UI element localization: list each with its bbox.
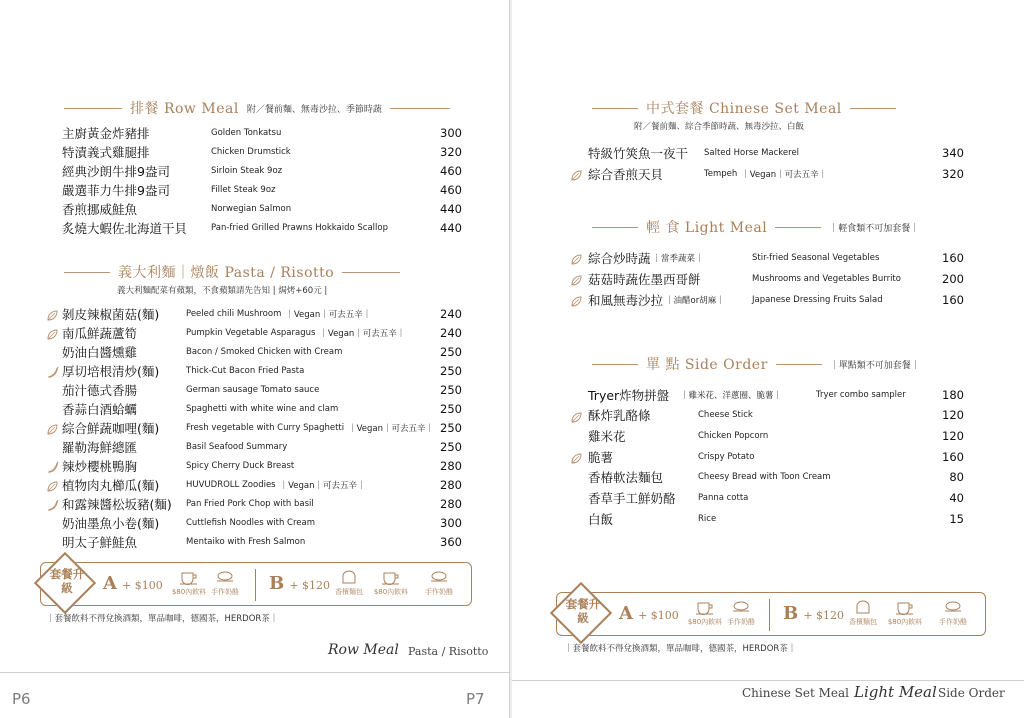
menu-item-price: 250 bbox=[440, 382, 462, 397]
chinese-note: 附／餐前麵、綜合季節時蔬、無毒沙拉、白飯 bbox=[634, 122, 805, 132]
footer-side-label: Side Order bbox=[938, 686, 1005, 700]
menu-item-english: Rice bbox=[698, 513, 717, 524]
menu-item-english: German sausage Tomato sauce bbox=[186, 384, 320, 395]
combo-b-item-drink: $80內飲料 bbox=[373, 588, 409, 596]
light-note: ｜輕食類不可加套餐｜ bbox=[829, 223, 920, 234]
menu-item-name: 綜合炒時蔬 bbox=[588, 250, 651, 266]
chinese-title: 中式套餐 Chinese Set Meal bbox=[646, 101, 842, 117]
combo-b-item-pudding: 手作奶酪 bbox=[425, 588, 453, 596]
vegetarian-leaf-icon bbox=[570, 272, 583, 285]
menu-item-tag: ｜Vegan｜可去五辛｜ bbox=[319, 328, 406, 339]
menu-item-price: 200 bbox=[942, 271, 964, 286]
menu-item-price: 280 bbox=[440, 458, 462, 473]
menu-item-english: Norwegian Salmon bbox=[211, 203, 292, 214]
bread-icon bbox=[843, 599, 883, 627]
page-number: P6 bbox=[12, 690, 31, 708]
vegetarian-leaf-icon bbox=[46, 478, 59, 491]
bread-icon bbox=[329, 569, 369, 597]
spicy-chili-icon bbox=[46, 497, 59, 510]
menu-item-tag: ｜雞米花、洋蔥圈、脆薯｜ bbox=[680, 390, 783, 401]
menu-item-name: 綜合香煎天貝 bbox=[588, 166, 664, 182]
menu-item-tag: ｜油醋or胡麻｜ bbox=[665, 295, 725, 306]
menu-item-name: 植物肉丸櫛瓜(麵) bbox=[62, 477, 160, 493]
row-meal-header bbox=[64, 98, 450, 118]
menu-item-english: Cuttlefish Noodles with Cream bbox=[186, 517, 316, 528]
combo-a bbox=[103, 573, 163, 594]
menu-item-english: Chicken Drumstick bbox=[211, 146, 291, 157]
menu-item-english: Stir-fried Seasonal Vegetables bbox=[752, 252, 880, 263]
menu-item-name: 奶油白醬燻雞 bbox=[62, 344, 138, 360]
menu-item-price: 250 bbox=[440, 401, 462, 416]
footer-label: Pasta / Risotto bbox=[408, 645, 489, 658]
combo-a bbox=[619, 603, 679, 624]
menu-item-price: 440 bbox=[440, 201, 462, 216]
combo-b bbox=[269, 573, 330, 594]
menu-item-price: 440 bbox=[440, 220, 462, 235]
combo-b-item-drink: $80內飲料 bbox=[887, 618, 923, 626]
combo-a-item-pudding: 手作奶酪 bbox=[211, 588, 239, 596]
menu-item-name: 和風無毒沙拉 bbox=[588, 292, 664, 308]
menu-item-name: 香蒜白酒蛤蠣 bbox=[62, 401, 138, 417]
row-meal-note: 附／餐前麵、無毒沙拉、季節時蔬 bbox=[246, 104, 382, 115]
combo-footnote: ｜套餐飲料不得兌換酒類，單品咖啡，德國茶，HERDOR茶｜ bbox=[564, 644, 797, 654]
combo-badge-text: 套餐升級 bbox=[565, 597, 601, 625]
menu-item-name: 主廚黃金炸豬排 bbox=[62, 125, 150, 141]
combo-footnote: ｜套餐飲料不得兌換酒類，單品咖啡，德國茶，HERDOR茶｜ bbox=[46, 614, 279, 624]
spicy-chili-icon bbox=[46, 364, 59, 377]
menu-item-english: Pan-fried Grilled Prawns Hokkaido Scallop bbox=[211, 222, 388, 233]
menu-item-price: 300 bbox=[440, 125, 462, 140]
combo-b-price: + $120 bbox=[289, 579, 331, 592]
footer-divider bbox=[0, 672, 510, 673]
menu-item-english: Sirloin Steak 9oz bbox=[211, 165, 283, 176]
menu-item-price: 280 bbox=[440, 496, 462, 511]
combo-a-price: + $100 bbox=[122, 579, 163, 592]
menu-item-english: Thick-Cut Bacon Fried Pasta bbox=[186, 365, 305, 376]
combo-upgrade-box bbox=[40, 562, 472, 606]
pudding-icon bbox=[933, 599, 973, 627]
combo-badge bbox=[563, 593, 603, 637]
combo-b-label: B bbox=[783, 603, 799, 624]
combo-b-item-pudding: 手作奶酪 bbox=[939, 618, 967, 626]
menu-item-name: 香草手工鮮奶酪 bbox=[588, 491, 676, 506]
menu-item-english: Crispy Potato bbox=[698, 451, 755, 462]
menu-item-price: 250 bbox=[440, 363, 462, 378]
menu-item-name: 香煎挪威鮭魚 bbox=[62, 201, 138, 217]
coffee-cup-icon bbox=[169, 569, 209, 597]
menu-item-price: 360 bbox=[440, 534, 462, 549]
menu-item-name: 脆薯 bbox=[588, 449, 614, 465]
combo-badge bbox=[47, 563, 87, 607]
menu-item-name: 酥炸乳酪條 bbox=[588, 408, 651, 424]
menu-item-name: 厚切培根清炒(麵) bbox=[62, 363, 160, 379]
menu-item-name: 和露辣醬松坂豬(麵) bbox=[62, 496, 172, 512]
vegetarian-leaf-icon bbox=[570, 293, 583, 306]
combo-b-item-bread: 香檳麵包 bbox=[335, 588, 363, 596]
pudding-icon bbox=[205, 569, 245, 597]
menu-item-price: 80 bbox=[949, 470, 964, 485]
menu-item-name: 香椿軟法麵包 bbox=[588, 470, 664, 486]
chinese-header bbox=[592, 98, 896, 118]
side-title: 單 點 Side Order bbox=[646, 357, 768, 373]
menu-item-english: HUVUDROLL Zoodies ｜Vegan｜可去五辛｜ bbox=[186, 479, 366, 491]
menu-item-english: Bacon / Smoked Chicken with Cream bbox=[186, 346, 343, 357]
combo-b-item-bread: 香檳麵包 bbox=[849, 618, 877, 626]
menu-item-english: Pumpkin Vegetable Asparagus ｜Vegan｜可去五辛｜ bbox=[186, 327, 406, 339]
menu-item-price: 460 bbox=[440, 182, 462, 197]
menu-item-english: Tempeh ｜Vegan｜可去五辛｜ bbox=[704, 168, 828, 180]
menu-item-price: 340 bbox=[942, 145, 964, 160]
menu-item-english: Cheesy Bread with Toon Cream bbox=[698, 472, 831, 483]
menu-item-price: 240 bbox=[440, 325, 462, 340]
menu-item-price: 160 bbox=[942, 250, 964, 265]
light-header bbox=[592, 217, 927, 237]
menu-item-price: 160 bbox=[942, 449, 964, 464]
menu-item-english: Basil Seafood Summary bbox=[186, 441, 288, 452]
coffee-cup-icon bbox=[685, 599, 725, 627]
page-number-next: P7 bbox=[466, 690, 485, 708]
vegetarian-leaf-icon bbox=[46, 421, 59, 434]
menu-item-name: 剝皮辣椒菌菇(麵) bbox=[62, 306, 160, 322]
menu-item-english: Spaghetti with white wine and clam bbox=[186, 403, 339, 414]
combo-b bbox=[783, 603, 844, 624]
vegetarian-leaf-icon bbox=[570, 251, 583, 264]
combo-badge-text: 套餐升級 bbox=[49, 567, 85, 595]
combo-b-label: B bbox=[269, 573, 285, 594]
menu-item-price: 320 bbox=[942, 166, 964, 181]
menu-item-price: 240 bbox=[440, 306, 462, 321]
combo-upgrade-box bbox=[556, 592, 986, 636]
menu-item-price: 120 bbox=[942, 428, 964, 443]
pasta-note: 義大利麵配菜有蘋類，不食蘋類請先告知 | 焗烤+60元 | bbox=[117, 286, 328, 296]
menu-item-english: Spicy Cherry Duck Breast bbox=[186, 460, 295, 471]
footer-chinese-label: Chinese Set Meal bbox=[742, 686, 849, 700]
menu-item-tag: ｜Vegan｜可去五辛｜ bbox=[348, 423, 434, 434]
menu-item-name: 辣炒櫻桃鴨胸 bbox=[62, 458, 138, 474]
menu-item-tag: ｜Vegan｜可去五辛｜ bbox=[279, 480, 366, 491]
menu-item-name: 茄汁德式香腸 bbox=[62, 382, 138, 398]
menu-item-price: 250 bbox=[440, 344, 462, 359]
vegetarian-leaf-icon bbox=[46, 326, 59, 339]
menu-item-price: 250 bbox=[440, 420, 462, 435]
menu-item-price: 160 bbox=[942, 292, 964, 307]
vegetarian-leaf-icon bbox=[570, 409, 583, 422]
menu-item-name: Tryer炸物拼盤 bbox=[588, 387, 670, 403]
menu-item-price: 250 bbox=[440, 439, 462, 454]
pudding-icon bbox=[721, 599, 761, 627]
menu-item-english: Salted Horse Mackerel bbox=[704, 147, 800, 158]
menu-item-english: Fresh vegetable with Curry Spaghetti ｜Vegan｜可去五辛｜ bbox=[186, 422, 434, 434]
menu-item-english: Chicken Popcorn bbox=[698, 430, 769, 441]
menu-item-price: 320 bbox=[440, 144, 462, 159]
menu-item-english: Tryer combo sampler bbox=[816, 389, 906, 400]
menu-item-name: 奶油墨魚小卷(麵) bbox=[62, 515, 160, 531]
menu-item-english: Mushrooms and Vegetables Burrito bbox=[752, 273, 901, 284]
menu-item-price: 120 bbox=[942, 408, 964, 423]
combo-b-price: + $120 bbox=[803, 609, 845, 622]
side-note: ｜單點類不可加套餐｜ bbox=[829, 360, 920, 371]
pudding-icon bbox=[419, 569, 459, 597]
combo-a-label: A bbox=[619, 603, 633, 624]
footer-divider bbox=[512, 680, 1024, 681]
spicy-chili-icon bbox=[46, 459, 59, 472]
menu-item-name: 羅勒海鮮總匯 bbox=[62, 439, 138, 455]
menu-item-price: 460 bbox=[440, 163, 462, 178]
menu-item-name: 南瓜鮮蔬蘆筍 bbox=[62, 325, 138, 341]
coffee-cup-icon bbox=[371, 569, 411, 597]
menu-item-price: 40 bbox=[949, 491, 964, 505]
script-label: Light Meal bbox=[854, 683, 937, 701]
menu-page-7 bbox=[512, 0, 1024, 718]
menu-item-name: 特級竹筴魚一夜干 bbox=[588, 145, 689, 161]
vegetarian-leaf-icon bbox=[570, 450, 583, 463]
menu-item-name: 經典沙朗牛排9盎司 bbox=[62, 163, 170, 179]
menu-item-english: Golden Tonkatsu bbox=[211, 127, 282, 138]
menu-item-name: 菇菇時蔬佐墨西哥餅 bbox=[588, 271, 701, 287]
menu-item-english: Pan Fried Pork Chop with basil bbox=[186, 498, 314, 509]
menu-item-name: 明太子鮮鮭魚 bbox=[62, 534, 138, 550]
menu-item-english: Peeled chili Mushroom ｜Vegan｜可去五辛｜ bbox=[186, 308, 372, 320]
combo-a-label: A bbox=[103, 573, 117, 594]
menu-item-price: 280 bbox=[440, 477, 462, 492]
menu-item-name: 綜合鮮蔬咖哩(麵) bbox=[62, 420, 160, 436]
menu-item-name: 白飯 bbox=[588, 511, 614, 527]
menu-item-name: 雞米花 bbox=[588, 428, 626, 444]
menu-item-english: Japanese Dressing Fruits Salad bbox=[752, 294, 883, 305]
menu-item-english: Fillet Steak 9oz bbox=[211, 184, 276, 195]
menu-item-price: 300 bbox=[440, 515, 462, 530]
combo-a-item-drink: $80內飲料 bbox=[687, 618, 723, 626]
script-label: Row Meal bbox=[328, 642, 399, 658]
menu-item-name: 特漬義式雞腿排 bbox=[62, 144, 150, 160]
row-meal-title: 排餐 Row Meal bbox=[130, 101, 239, 117]
combo-a-price: + $100 bbox=[638, 609, 679, 622]
pasta-title: 義大利麵｜燉飯 Pasta / Risotto bbox=[118, 265, 335, 281]
pasta-header bbox=[64, 262, 400, 282]
vegetarian-leaf-icon bbox=[570, 167, 583, 180]
menu-item-tag: ｜Vegan｜可去五辛｜ bbox=[741, 169, 828, 180]
vegetarian-leaf-icon bbox=[46, 307, 59, 320]
menu-item-price: 180 bbox=[942, 387, 964, 402]
combo-a-item-pudding: 手作奶酪 bbox=[727, 618, 755, 626]
side-header bbox=[592, 354, 928, 374]
menu-item-english: Panna cotta bbox=[698, 493, 749, 503]
coffee-cup-icon bbox=[885, 599, 925, 627]
menu-item-english: Cheese Stick bbox=[698, 410, 753, 421]
combo-a-item-drink: $80內飲料 bbox=[171, 588, 207, 596]
menu-item-english: Mentaiko with Fresh Salmon bbox=[186, 536, 306, 547]
menu-item-name: 炙燒大蝦佐北海道干貝 bbox=[62, 220, 188, 236]
light-title: 輕 食 Light Meal bbox=[646, 220, 768, 236]
menu-item-price: 15 bbox=[949, 511, 964, 526]
menu-page-6 bbox=[0, 0, 510, 718]
menu-item-name: 嚴選菲力牛排9盎司 bbox=[62, 182, 170, 198]
menu-item-tag: ｜Vegan｜可去五辛｜ bbox=[285, 309, 372, 320]
menu-item-tag: ｜當季蔬菜｜ bbox=[652, 253, 704, 264]
